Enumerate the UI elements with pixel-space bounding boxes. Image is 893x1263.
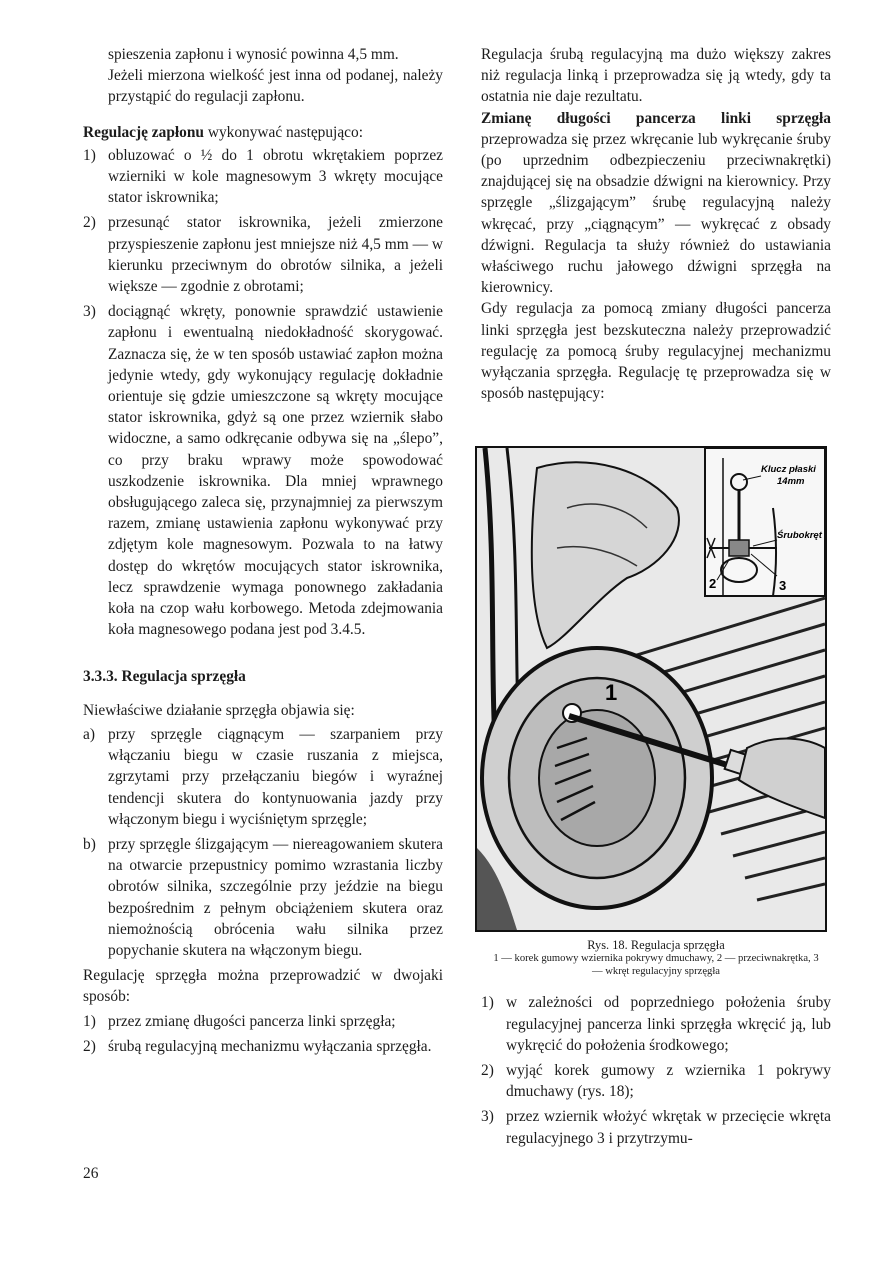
clutch-illustration xyxy=(477,448,825,930)
ignition-intro-bold: Regulację zapłonu xyxy=(83,123,204,141)
list-item xyxy=(481,1060,831,1102)
list-item xyxy=(83,1036,443,1057)
list-marker: 1) xyxy=(481,994,494,1012)
right-column xyxy=(481,44,831,1153)
methods-intro: Regulację sprzęgła można przeprowadzić w dwojaki sposób: xyxy=(83,967,443,1006)
figure-label-2: 2 xyxy=(709,576,717,592)
list-marker: 1) xyxy=(83,1012,96,1030)
list-item-text: wyjąć korek gumowy z wziernika 1 pokrywy dmuchawy (rys. 18); xyxy=(506,1062,831,1101)
list-item-text: dociągnąć wkręty, ponownie sprawdzić ustawienie zapłonu i ewentualną niedokładność skorygować. Zaznacza się, że w ten sposób ustawiać zapłon można jedynie wtedy, gdy wykonujący regulację dokładnie orientuje się gdzie umieszczone są wkręty mocujące stator iskrownika, gdyż są one przez wziernik słabo widoczne, a samo odkręcanie odbywa się na „ślepo”, co przy braku wprawy może spowodować uszkodzenie iskrownika. Dla mniej wprawnego obsługującego zaleca się, przynajmniej za pierwszym razem, zmianę ustawienia zapłonu wykonywać przy zdjętym kole magnesowym. Pozwala to na łatwy dostęp do wkrętów mocujących stator iskrownika, lecz sprawdzenie wymaga ponownego zakładania koła na czop wału korbowego. Metoda zdejmowania koła magnesowego podana jest pod 3.4.5. xyxy=(108,303,443,639)
figure-caption xyxy=(481,938,831,978)
section-heading: 3.3.3. Regulacja sprzęgła xyxy=(83,668,246,686)
paragraph-3: Gdy regulacja za pomocą zmiany długości pancerza linki sprzęgła jest bezskuteczna należy przeprowadzić regulację za pomocą śruby regulacyjnej mechanizmu wyłączania sprzęgła. Regulację tę przeprowadza się w sposób następujący: xyxy=(481,300,831,403)
continuation-line-1: spieszenia zapłonu i wynosić powinna 4,5 mm. xyxy=(108,46,399,63)
symptoms-intro: Niewłaściwe działanie sprzęgła objawia się: xyxy=(83,701,355,719)
list-marker: 2) xyxy=(481,1062,494,1080)
inset-diagram xyxy=(705,448,825,596)
list-item xyxy=(481,1106,831,1148)
list-marker: 2) xyxy=(83,1037,96,1055)
paragraph-1: Regulacja śrubą regulacyjną ma dużo większy zakres niż regulacja linką i przeprowadza się ją wtedy, gdy ta ostatnia nie daje rezultatu. xyxy=(481,46,831,106)
list-item-text: śrubą regulacyjną mechanizmu wyłączania sprzęgła. xyxy=(108,1037,432,1055)
right-steps-list xyxy=(481,992,831,1148)
figure-caption-title: Rys. 18. Regulacja sprzęgła xyxy=(587,938,725,953)
list-item-text: przez zmianę długości pancerza linki sprzęgła; xyxy=(108,1012,396,1030)
ignition-intro xyxy=(83,122,443,143)
list-item-text: w zależności od poprzedniego położenia śruby regulacyjnej pancerza linki sprzęgła wkręcić ją, lub wykręcić do położenia środkowego; xyxy=(506,994,831,1054)
list-item xyxy=(83,301,443,640)
list-marker: a) xyxy=(83,725,95,743)
figure-label-1: 1 xyxy=(605,680,618,706)
list-marker: 2) xyxy=(83,214,96,232)
list-marker: 1) xyxy=(83,146,96,164)
left-column xyxy=(83,44,443,1061)
continuation-block xyxy=(83,44,443,108)
list-marker: b) xyxy=(83,835,96,853)
continuation-line-2: Jeżeli mierzona wielkość jest inna od podanej, należy przystąpić do regulacji zapłonu. xyxy=(108,67,443,106)
list-marker: 3) xyxy=(83,303,96,321)
figure-label-wrench: Klucz płaski xyxy=(761,464,816,476)
paragraph-2 xyxy=(481,108,831,299)
ignition-steps-list xyxy=(83,145,443,641)
list-marker: 3) xyxy=(481,1108,494,1126)
list-item xyxy=(83,834,443,961)
list-item xyxy=(83,145,443,209)
list-item xyxy=(83,1011,443,1032)
figure-caption-text: 1 — korek gumowy wziernika pokrywy dmuchawy, 2 — przeciwnakrętka, 3 — wkręt regulacyjny sprzęgła xyxy=(493,953,819,977)
methods-list xyxy=(83,1011,443,1057)
list-item-text: przy sprzęgle ślizgającym — niereagowaniem skutera na otwarcie przepustnicy pomimo wzrastania liczby obrotów silnika, szczególnie przy jeździe na biegu bezpośrednim z pełnym obciążeniem skutera oraz niemożnością obrócenia wału silnika przez popychanie skutera na włączonym biegu. xyxy=(108,835,443,959)
list-item-text: przez wziernik włożyć wkrętak w przecięcie wkręta regulacyjnego 3 i przytrzymu- xyxy=(506,1108,831,1147)
symptoms-list xyxy=(83,724,443,961)
list-item-text: przesunąć stator iskrownika, jeżeli zmierzone przyspieszenie zapłonu jest mniejsze niż 4,5 mm — w kierunku przeciwnym do obrotów silnika, a jeżeli większe — zgodnie z obrotami; xyxy=(108,214,443,296)
list-item xyxy=(83,724,443,830)
figure-label-wrench-size: 14mm xyxy=(777,476,805,488)
figure-clutch-adjustment xyxy=(475,446,827,932)
list-item-text: przy sprzęgle ciągnącym — szarpaniem przy włączaniu biegu w czasie ruszania z miejsca, zgrzytami przy przełączaniu biegów i wyraźnej tendencji skutera do kontynuowania jazdy przy włączonym biegu i wyciśniętym sprzęgle; xyxy=(108,725,443,828)
ignition-intro-rest: wykonywać następująco: xyxy=(203,123,363,141)
figure-label-screwdriver: Śrubokręt xyxy=(777,530,822,542)
list-item xyxy=(481,992,831,1056)
list-item xyxy=(83,212,443,297)
page-number: 26 xyxy=(83,1165,99,1182)
figure-label-3: 3 xyxy=(779,578,787,594)
paragraph-2-bold: Zmianę długości pancerza linki sprzęgła xyxy=(481,109,831,127)
list-item-text: obluzować o ½ do 1 obrotu wkrętakiem poprzez wzierniki w kole magnesowym 3 wkręty mocujące stator iskrownika; xyxy=(108,146,443,207)
magneto-wheel-cover xyxy=(482,648,712,908)
paragraph-2-rest: przeprowadza się przez wkręcanie lub wykręcanie śruby (po uprzednim odbezpieczeniu przeciwnakrętki) znajdującej się na obsadzie dźwigni na kierownicy. Przy sprzęgle „ślizgającym” śrubę regulacyjną należy wkręcać, przy „ciągnącym” — wykręcać z obsady dźwigni. Regulacja ta służy również do ustawiania właściwego ruchu jałowego dźwigni sprzęgła na kierownicy. xyxy=(481,130,831,297)
